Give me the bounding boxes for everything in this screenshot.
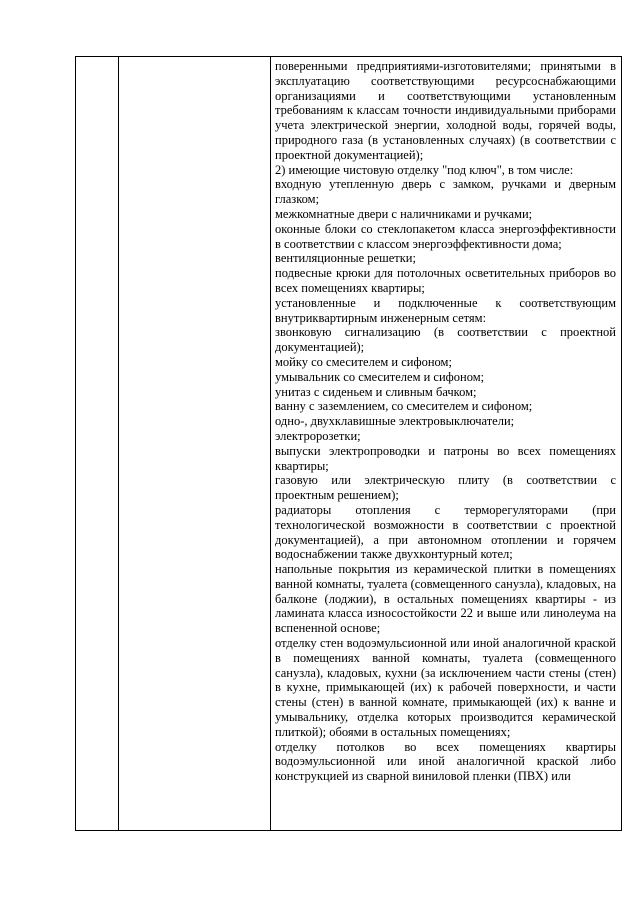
table-row xyxy=(76,57,622,831)
list-item: мойку со смесителем и сифоном; xyxy=(275,354,452,369)
list-item: отделку стен водоэмульсионной или иной аналогичной краской в помещениях ванной комнаты, туалета (совмещенного санузла), кладовых, кухни (за исключением части стены (стен) в кухне, примыкающей (их) к рабочей поверхности, и части стены (стен) в ванной комнате, примыкающей (их) к ванне и умывальнику, отделка которых производится керамической плиткой); обоями в остальных помещениях; xyxy=(275,636,616,739)
list-item: звонковую сигнализацию (в соответствии с проектной документацией); xyxy=(275,325,616,355)
list-item: установленные и подключенные к соответствующим внутриквартирным инженерным сетям: xyxy=(275,295,616,325)
requirements-list xyxy=(275,59,616,784)
list-item: оконные блоки со стеклопакетом класса энергоэффективности в соответствии с классом энергоэффективности дома; xyxy=(275,221,616,251)
list-item: напольные покрытия из керамической плитки в помещениях ванной комнаты, туалета (совмещенного санузла), кладовых, на балконе (лоджии), в остальных помещениях квартиры - из ламината класса износостойкости 22 и выше или линолеума на вспененной основе; xyxy=(275,562,616,636)
list-item: межкомнатные двери с наличниками и ручками; xyxy=(275,206,533,221)
name-cell xyxy=(119,57,271,831)
list-item: входную утепленную дверь с замком, ручками и дверным глазком; xyxy=(275,177,616,207)
list-item: умывальник со смесителем и сифоном; xyxy=(275,369,485,384)
number-cell xyxy=(76,57,119,831)
content-cell xyxy=(271,57,622,831)
list-item: унитаз с сиденьем и сливным бачком; xyxy=(275,384,477,399)
list-item: 2) имеющие чистовую отделку "под ключ", в том числе: xyxy=(275,162,574,177)
list-item: ванну с заземлением, со смесителем и сифоном; xyxy=(275,399,533,414)
list-item: электророзетки; xyxy=(275,428,361,443)
list-item: отделку потолков во всех помещениях квартиры водоэмульсионной или иной аналогичной краской либо конструкцией из сварной виниловой пленки (ПВХ) или xyxy=(275,739,616,784)
list-item: газовую или электрическую плиту (в соответствии с проектным решением); xyxy=(275,473,616,503)
list-item: выпуски электропроводки и патроны во всех помещениях квартиры; xyxy=(275,443,616,473)
list-item: одно-, двухклавишные электровыключатели; xyxy=(275,414,515,429)
list-item: вентиляционные решетки; xyxy=(275,251,416,266)
list-item: радиаторы отопления с терморегуляторами (при технологической возможности в соответствии с проектной документацией), а при автономном отоплении и горячем водоснабжении также двухконтурный котел; xyxy=(275,502,616,562)
document-table xyxy=(75,56,622,831)
list-item: поверенными предприятиями-изготовителями; принятыми в эксплуатацию соответствующими ресурсоснабжающими организациями и соответствующими установленным требованиям к классам точности индивидуальными приборами учета электрической энергии, холодной воды, горячей воды, природного газа (в установленных случаях) (в соответствии с проектной документацией); xyxy=(275,59,616,162)
list-item: подвесные крюки для потолочных осветительных приборов во всех помещениях квартиры; xyxy=(275,266,616,295)
